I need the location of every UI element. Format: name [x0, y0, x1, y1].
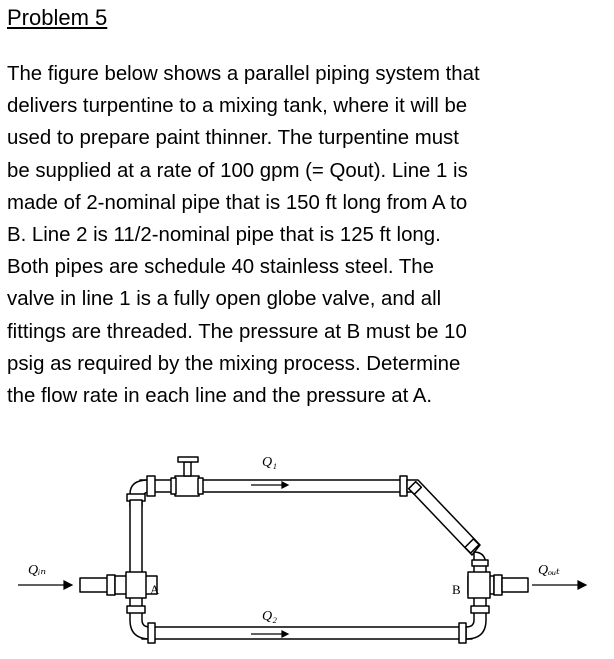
inlet-tee-a — [80, 572, 157, 598]
statement-line: be supplied at a rate of 100 gpm (= Qout). Line 1 is — [7, 159, 468, 182]
qout-arrow-head — [578, 581, 586, 589]
statement-line: psig as required by the mixing process. Determine — [7, 352, 461, 375]
line-1-pipe — [127, 457, 488, 598]
statement-line: B. Line 2 is 11/2-nominal pipe that is 125 ft long. — [7, 224, 441, 247]
problem-statement — [7, 58, 611, 412]
statement-line: fittings are threaded. The pressure at B must be 10 — [7, 320, 467, 343]
statement-line: the flow rate in each line and the pressure at A. — [7, 385, 433, 408]
statement-line: delivers turpentine to a mixing tank, where it will be — [7, 95, 468, 118]
qin-label: Qᵢₙ — [28, 563, 46, 578]
q1-label: Q₁ — [262, 455, 277, 470]
point-b-label: B — [452, 582, 461, 597]
problem-title: Problem 5 — [7, 5, 108, 30]
point-a-label: A — [150, 582, 160, 597]
piping-diagram — [0, 440, 614, 659]
qin-arrow-head — [64, 581, 72, 589]
statement-line: valve in line 1 is a fully open globe valve, and all — [7, 288, 442, 311]
outlet-tee-b — [468, 572, 528, 598]
q2-label: Q₂ — [262, 609, 277, 624]
statement-line: Both pipes are schedule 40 stainless steel. The — [7, 256, 434, 279]
statement-line: The figure below shows a parallel piping system that — [7, 63, 480, 85]
qout-label: Qₒᵤₜ — [538, 563, 560, 578]
statement-line: made of 2-nominal pipe that is 150 ft long from A to — [7, 191, 468, 214]
line-2-pipe — [127, 596, 489, 643]
statement-line: used to prepare paint thinner. The turpentine must — [7, 127, 459, 150]
